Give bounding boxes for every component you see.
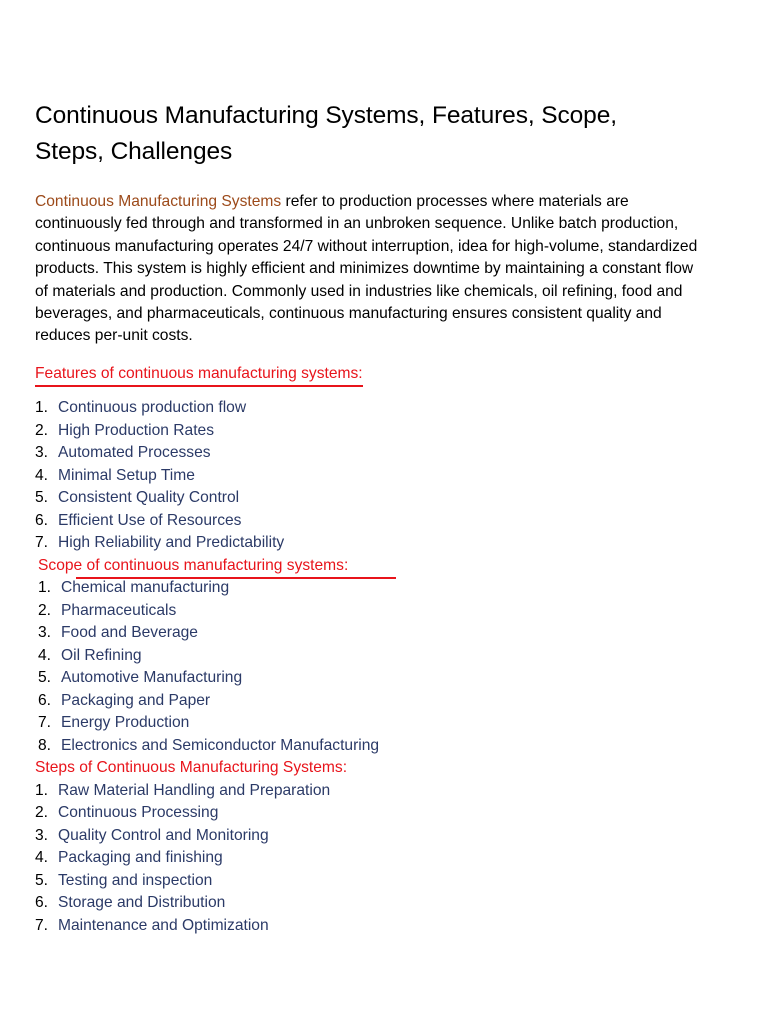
list-item-number: 6. [35,511,49,529]
features-heading-underline [35,382,363,387]
list-item-number: 7. [35,534,49,552]
features-heading-text: Features of continuous manufacturing systems: [35,364,363,382]
scope-list-item [35,712,708,735]
features-list-item [35,420,708,443]
title-line-2: Steps, Challenges [35,138,233,165]
list-item-number: 2. [38,601,52,619]
scope-list [35,577,708,757]
list-item-number: 1. [35,781,49,799]
list-item-number: 1. [35,399,49,417]
steps-list-item [35,870,708,893]
steps-list-item [35,915,708,938]
list-item-text: Packaging and Paper [61,691,211,709]
scope-list-item [35,600,708,623]
features-list-item [35,442,708,465]
steps-list-item [35,802,708,825]
scope-list-item [35,622,708,645]
scope-list-item [35,577,708,600]
list-item-number: 2. [35,421,49,439]
list-item-number: 4. [35,466,49,484]
features-list-item [35,532,708,555]
list-item-number: 5. [35,871,49,889]
list-item-number: 5. [38,669,52,687]
list-item-text: Minimal Setup Time [58,466,195,484]
list-item-text: High Production Rates [58,421,215,439]
list-item-number: 1. [38,579,52,597]
list-item-text: Efficient Use of Resources [58,511,242,529]
scope-heading [38,555,348,578]
list-item-text: Food and Beverage [61,624,198,642]
steps-heading-text: Steps of Continuous Manufacturing Systems: [35,759,348,777]
list-item-text: Storage and Distribution [58,894,226,912]
intro-body: refer to production processes where materials are continuously fed through and transformed in an unbroken sequence. Unlike batch production, continuous manufacturing operates 24/7 without interruption, idea for high-volume, standardized products. This system is highly efficient and minimizes downtime by maintaining a constant flow of materials and production. Commonly used in industries like chemicals, oil refining, food and beverages, and pharmaceuticals, continuous manufacturing ensures consistent quality and reduces per-unit costs. [35,193,698,345]
list-item-text: Raw Material Handling and Preparation [58,781,331,799]
list-item-text: Continuous Processing [58,804,219,822]
scope-heading-text: Scope of continuous manufacturing systems: [38,556,349,574]
list-item-text: Chemical manufacturing [61,579,230,597]
list-item-number: 6. [38,691,52,709]
list-item-text: Quality Control and Monitoring [58,826,269,844]
scope-list-item [35,735,708,758]
steps-list [35,780,708,938]
list-item-number: 8. [38,736,52,754]
intro-lead-term: Continuous Manufacturing Systems [35,193,282,210]
features-heading [35,363,363,386]
features-list-item [35,397,708,420]
list-item-number: 2. [35,804,49,822]
list-item-text: Pharmaceuticals [61,601,177,619]
list-item-text: Automotive Manufacturing [61,669,243,687]
features-list-item [35,487,708,510]
features-list-item [35,510,708,533]
list-item-text: Automated Processes [58,444,211,462]
title-line-1: Continuous Manufacturing Systems, Features, Scope, [35,102,617,129]
list-item-number: 6. [35,894,49,912]
list-item-number: 7. [38,714,52,732]
list-item-text: Testing and inspection [58,871,213,889]
list-item-number: 3. [35,826,49,844]
list-item-text: High Reliability and Predictability [58,534,285,552]
list-item-number: 3. [35,444,49,462]
list-item-number: 7. [35,916,49,934]
list-item-text: Maintenance and Optimization [58,916,269,934]
list-item-number: 4. [38,646,52,664]
list-item-text: Oil Refining [61,646,142,664]
list-item-number: 4. [35,849,49,867]
list-item-text: Consistent Quality Control [58,489,240,507]
list-item-number: 3. [38,624,52,642]
list-item-number: 5. [35,489,49,507]
list-item-text: Energy Production [61,714,190,732]
features-list-item [35,465,708,488]
scope-list-item [35,645,708,668]
scope-heading-underline [76,574,396,579]
document-title [35,98,708,170]
steps-list-item [35,847,708,870]
features-list [35,397,708,555]
steps-list-item [35,780,708,803]
steps-list-item [35,825,708,848]
scope-list-item [35,667,708,690]
steps-heading [35,757,347,780]
scope-list-item [35,690,708,713]
list-item-text: Electronics and Semiconductor Manufacturing [61,736,380,754]
intro-paragraph [35,191,710,348]
steps-list-item [35,892,708,915]
list-item-text: Packaging and finishing [58,849,223,867]
list-item-text: Continuous production flow [58,399,247,417]
